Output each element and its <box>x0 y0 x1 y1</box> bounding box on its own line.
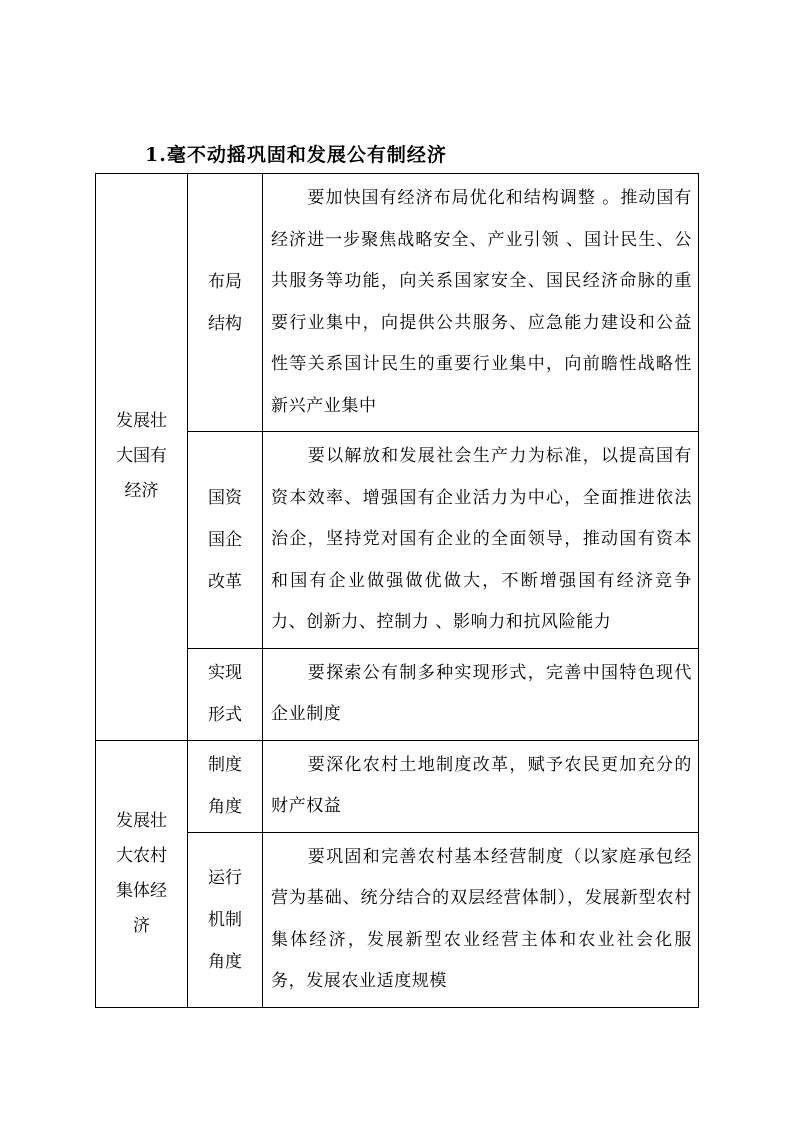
subcategory-line: 角度 <box>208 797 242 817</box>
description-cell <box>263 740 699 832</box>
subcategory-cell <box>188 648 263 740</box>
subcategory-line: 机制 <box>208 909 242 930</box>
subcategory-line: 布局 <box>208 271 242 292</box>
subcategory-cell <box>188 174 263 432</box>
description-cell <box>263 432 699 649</box>
description-text: 要巩固和完善农村基本经营制度（以家庭承包经营为基础、统分结合的双层经营体制），发展新型农村集体经济，发展新型农业经营主体和农业社会化服务，发展农业适度规模 <box>271 846 692 991</box>
content-table <box>95 173 699 1008</box>
description-cell <box>263 648 699 740</box>
section-title: 1.毫不动摇巩固和发展公有制经济 <box>145 144 447 166</box>
category-line: 发展壮 <box>116 810 167 831</box>
description-text: 要加快国有经济布局优化和结构调整 。推动国有经济进一步聚焦战略安全、产业引领 、国计民生、公共服务等功能，向关系国家安全、国民经济命脉的重要行业集中，向提供公共服务、应急能力建设和公益性等关系国计民生的重要行业集中，向前瞻性战略性新兴产业集中 <box>271 188 692 416</box>
description-cell <box>263 174 699 432</box>
description-text: 要探索公有制多种实现形式，完善中国特色现代企业制度 <box>271 662 692 724</box>
subcategory-cell <box>188 432 263 649</box>
category-cell <box>96 174 188 741</box>
subcategory-cell <box>188 832 263 1007</box>
subcategory-line: 制度 <box>208 755 242 775</box>
description-text: 要以解放和发展社会生产力为标准，以提高国有资本效率、增强国有企业活力为中心，全面推进依法治企，坚持党对国有企业的全面领导，推动国有资本和国有企业做强做优做大，不断增强国有经济竞争力、创新力、控制力 、影响力和抗风险能力 <box>271 446 692 632</box>
category-line: 大国有 <box>116 446 167 467</box>
category-line: 集体经 <box>116 880 167 901</box>
category-line: 济 <box>133 915 150 936</box>
table-row <box>96 174 699 432</box>
category-line: 发展壮 <box>116 411 167 432</box>
subcategory-line: 改革 <box>208 571 242 592</box>
subcategory-line: 实现 <box>208 663 242 683</box>
subcategory-line: 国企 <box>208 529 242 550</box>
description-text: 要深化农村土地制度改革，赋予农民更加充分的财产权益 <box>271 754 692 816</box>
subcategory-line: 运行 <box>208 867 242 888</box>
subcategory-line: 结构 <box>208 313 242 334</box>
description-cell <box>263 832 699 1007</box>
subcategory-cell <box>188 740 263 832</box>
category-line: 经济 <box>124 481 159 502</box>
category-line: 大农村 <box>116 845 167 866</box>
category-cell <box>96 740 188 1007</box>
subcategory-line: 角度 <box>208 951 242 972</box>
subcategory-line: 国资 <box>208 487 242 508</box>
table-row <box>96 740 699 832</box>
subcategory-line: 形式 <box>208 705 242 725</box>
